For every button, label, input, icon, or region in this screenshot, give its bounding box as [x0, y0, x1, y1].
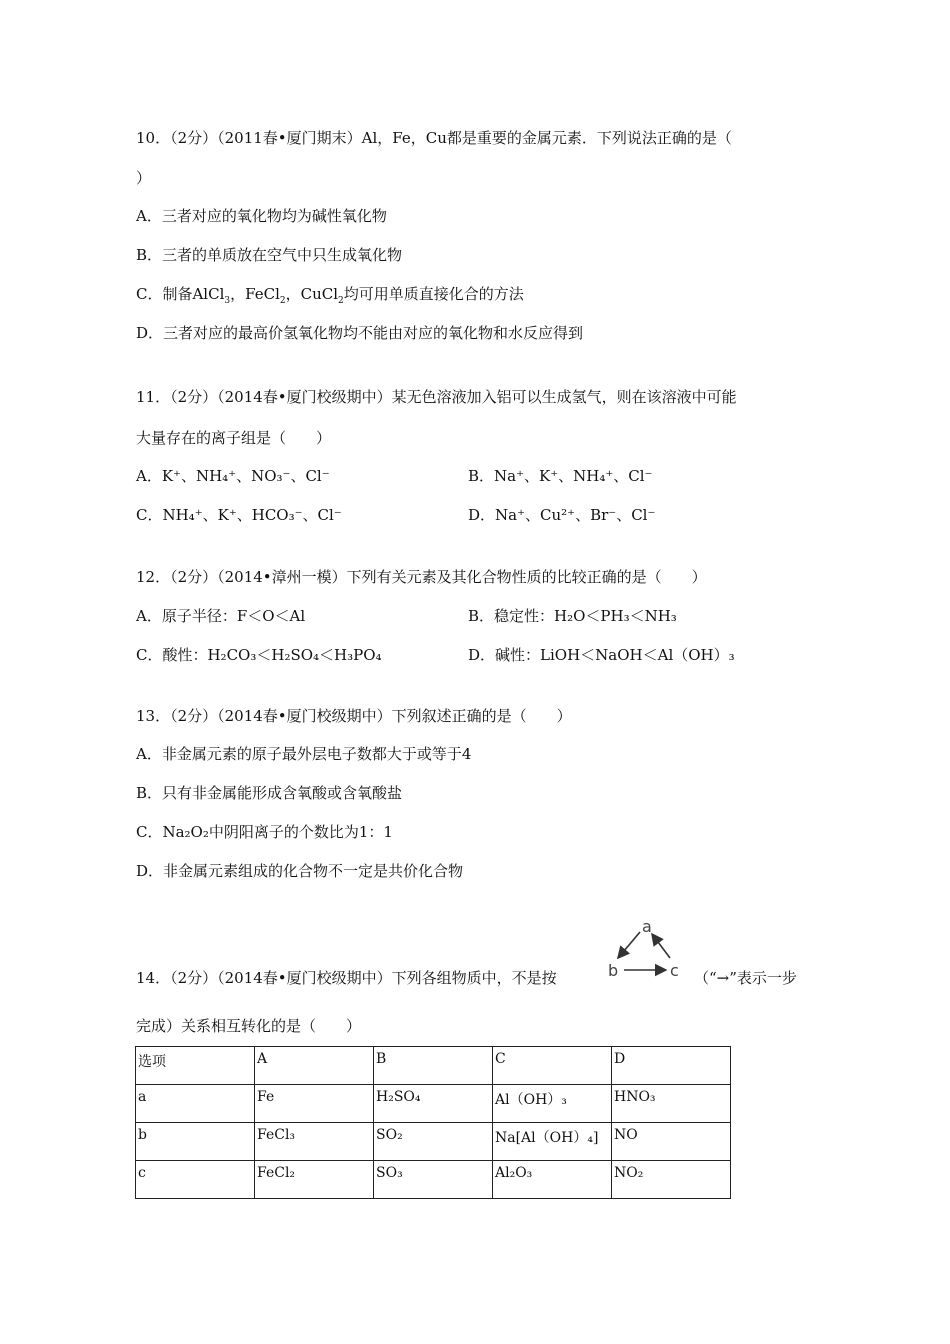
q10-c-part1: C．制备AlCl	[136, 285, 225, 303]
table-cell: c	[136, 1161, 255, 1199]
table-cell: Al₂O₃	[493, 1161, 612, 1199]
q13-option-d: D．非金属元素组成的化合物不一定是共价化合物	[136, 862, 464, 880]
diagram-label-b: b	[608, 961, 619, 980]
q10-c-part4: 均可用单质直接化合的方法	[343, 285, 524, 303]
q10-stem-cont: ）	[136, 169, 152, 187]
q10-option-b: B．三者的单质放在空气中只生成氧化物	[136, 246, 403, 264]
table-row	[136, 1085, 731, 1123]
table-cell: SO₂	[374, 1123, 493, 1161]
table-cell: SO₃	[374, 1161, 493, 1199]
q11-stem: 11．（2分）（2014春•厦门校级期中）某无色溶液加入铝可以生成氢气，则在该溶液中可能	[136, 388, 737, 406]
q14-stem-cont: 完成）关系相互转化的是（ ）	[136, 1017, 362, 1035]
q11-option-b: B．Na⁺、K⁺、NH₄⁺、Cl⁻	[468, 467, 653, 485]
table-cell: Al（OH）₃	[493, 1085, 612, 1123]
diagram-label-c: c	[670, 961, 679, 980]
q10-option-c: C．制备AlCl$_3$，FeCl$_2$，CuCl$_2$均可用单质直接化合的方法	[136, 285, 524, 306]
q10-c-part3: ，CuCl	[285, 285, 339, 303]
q10-stem: 10．（2分）（2011春•厦门期末）Al，Fe，Cu都是重要的金属元素．下列说法正确的是（	[136, 129, 732, 147]
q13-option-c: C．Na₂O₂中阴阳离子的个数比为1：1	[136, 823, 393, 841]
q10-c-part2: ，FeCl	[230, 285, 280, 303]
q14-stem-after-diagram: （“→”表示一步	[694, 969, 797, 987]
table-cell: NO	[612, 1123, 731, 1161]
q14-stem: 14．（2分）（2014春•厦门校级期中）下列各组物质中，不是按	[136, 969, 557, 987]
q13-option-b: B．只有非金属能形成含氧酸或含氧酸盐	[136, 784, 403, 802]
q12-option-b: B．稳定性：H₂O＜PH₃＜NH₃	[468, 607, 677, 625]
arrow-c-to-a	[652, 934, 670, 958]
table-cell: Na[Al（OH）₄]	[493, 1123, 612, 1161]
table-cell: Fe	[255, 1085, 374, 1123]
table-cell: FeCl₂	[255, 1161, 374, 1199]
arrow-a-to-b	[618, 932, 640, 958]
table-cell: HNO₃	[612, 1085, 731, 1123]
table-header-cell: A	[255, 1047, 374, 1085]
q10-option-d: D．三者对应的最高价氢氧化物均不能由对应的氧化物和水反应得到	[136, 324, 584, 342]
q11-stem-cont: 大量存在的离子组是（ ）	[136, 429, 332, 447]
table-header-row	[136, 1047, 731, 1085]
q10-option-a: A．三者对应的氧化物均为碱性氧化物	[136, 207, 387, 225]
q11-option-c: C．NH₄⁺、K⁺、HCO₃⁻、Cl⁻	[136, 506, 342, 524]
table-row	[136, 1161, 731, 1199]
table-cell: H₂SO₄	[374, 1085, 493, 1123]
q14-options-table	[135, 1046, 731, 1199]
q12-stem: 12．（2分）（2014•漳州一模）下列有关元素及其化合物性质的比较正确的是（ ）	[136, 568, 707, 586]
table-header-cell: C	[493, 1047, 612, 1085]
q11-option-a: A．K⁺、NH₄⁺、NO₃⁻、Cl⁻	[136, 467, 330, 485]
table-cell: a	[136, 1085, 255, 1123]
table-cell: b	[136, 1123, 255, 1161]
q13-stem: 13．（2分）（2014春•厦门校级期中）下列叙述正确的是（ ）	[136, 707, 572, 725]
conversion-triangle-diagram	[604, 914, 684, 984]
q12-option-d: D．碱性：LiOH＜NaOH＜Al（OH）₃	[468, 646, 735, 664]
table-header-cell: B	[374, 1047, 493, 1085]
q12-option-c: C．酸性：H₂CO₃＜H₂SO₄＜H₃PO₄	[136, 646, 382, 664]
table-header-cell: D	[612, 1047, 731, 1085]
diagram-label-a: a	[642, 917, 652, 936]
table-cell: NO₂	[612, 1161, 731, 1199]
table-cell: FeCl₃	[255, 1123, 374, 1161]
q13-option-a: A．非金属元素的原子最外层电子数都大于或等于4	[136, 745, 472, 763]
table-header-cell: 选项	[136, 1047, 255, 1085]
table-row	[136, 1123, 731, 1161]
q12-option-a: A．原子半径：F＜O＜Al	[136, 607, 306, 625]
q11-option-d: D．Na⁺、Cu²⁺、Br⁻、Cl⁻	[468, 506, 656, 524]
